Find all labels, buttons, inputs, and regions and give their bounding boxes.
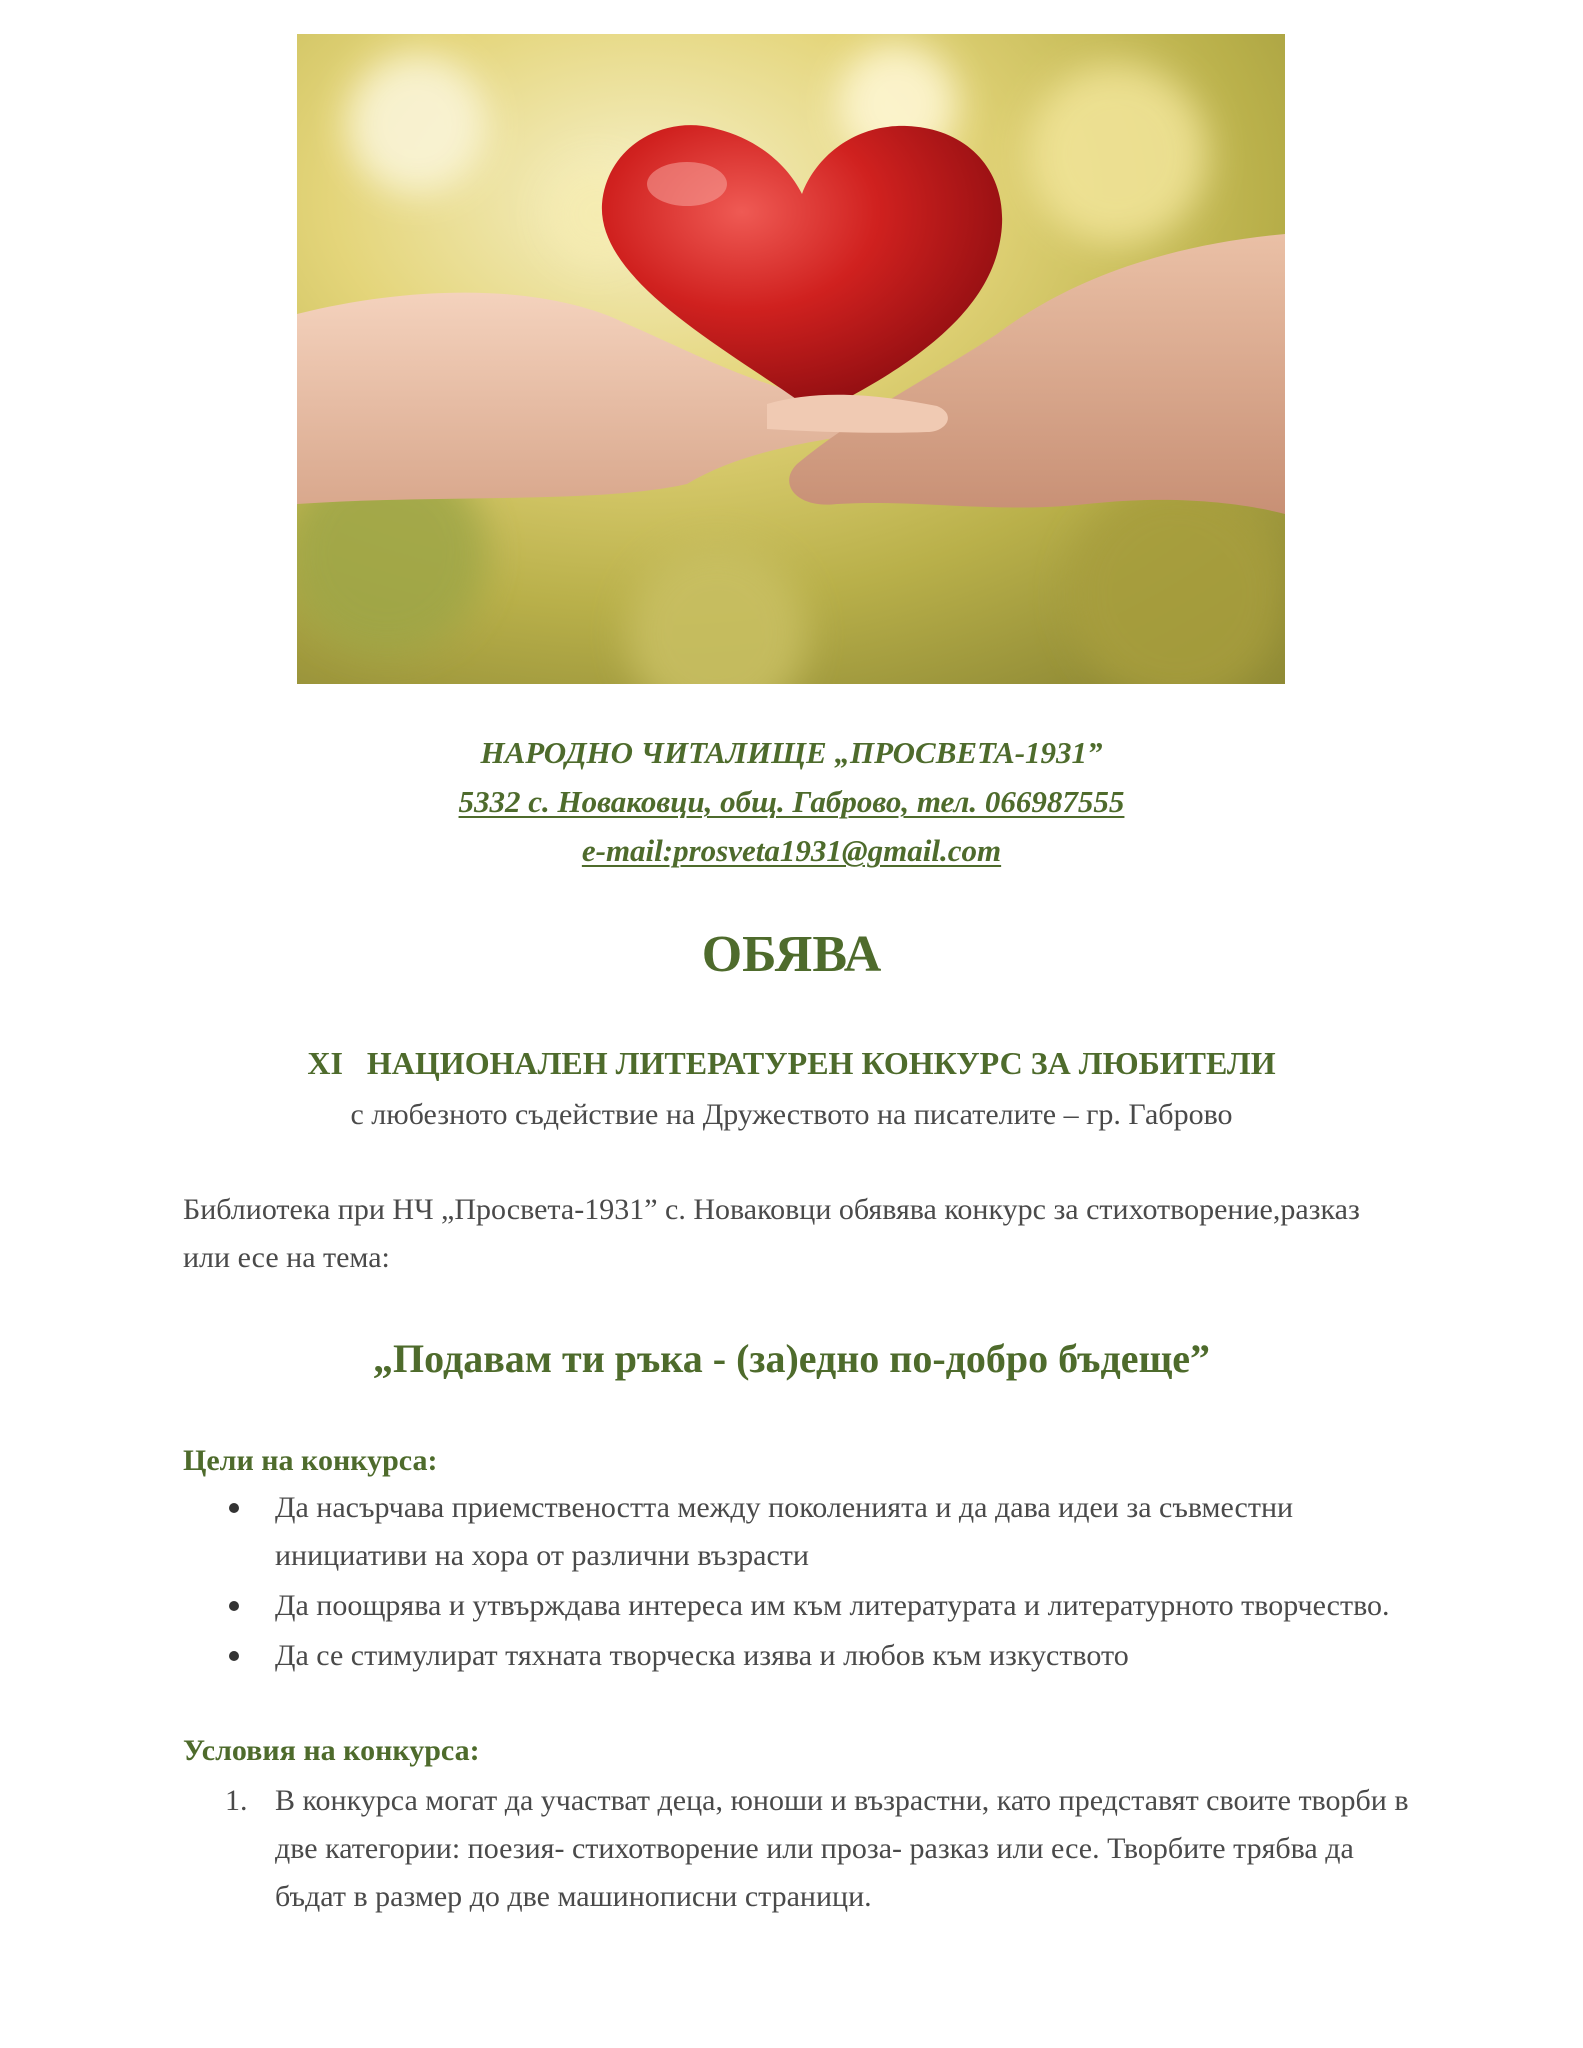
condition-text: В конкурса могат да участват деца, юноши и възрастни, като представят своите творби в две категории: поезия- стихотворение или проза- разказ или есе. Творбите трябва да бъдат в размер до две машинописни страници. [275, 1784, 1409, 1913]
organization-header [0, 728, 1583, 875]
contest-subtitle: с любезното съдействие на Дружеството на писателите – гр. Габрово [350, 1098, 1233, 1131]
org-address: 5332 с. Новаковци, общ. Габрово, тел. 066987555 [458, 784, 1125, 819]
conditions-list [183, 1777, 1413, 1923]
goals-list [183, 1484, 1413, 1682]
goal-text: Да насърчава приемствеността между поколенията и да дава идеи за съвместни инициативи на хора от различни възрасти [275, 1491, 1294, 1572]
goal-text: Да поощрява и утвърждава интереса им към литературата и литературното творчество. [275, 1589, 1390, 1622]
bullet-icon [229, 1651, 239, 1661]
condition-number: 1. [225, 1784, 248, 1817]
announcement-title: ОБЯВА [701, 926, 882, 983]
header-photo [297, 34, 1285, 684]
conditions-heading: Условия на конкурса: [183, 1734, 480, 1767]
goal-text: Да се стимулират тяхната творческа изява и любов към изкуството [275, 1639, 1129, 1672]
org-email[interactable]: e-mail:prosveta1931@gmail.com [581, 833, 1002, 868]
goals-heading: Цели на конкурса: [183, 1444, 438, 1477]
intro-paragraph: Библиотека при НЧ „Просвета-1931” с. Новаковци обявява конкурс за стихотворение,разказ или есе на тема: [183, 1193, 1360, 1274]
list-item [183, 1582, 1413, 1630]
bullet-icon [229, 1601, 239, 1611]
contest-title: XI НАЦИОНАЛЕН ЛИТЕРАТУРЕН КОНКУРС ЗА ЛЮБИТЕЛИ [307, 1045, 1276, 1081]
org-name: НАРОДНО ЧИТАЛИЩЕ „ПРОСВЕТА-1931” [480, 735, 1103, 770]
list-item [183, 1777, 1413, 1921]
list-item [183, 1632, 1413, 1680]
list-item [183, 1484, 1413, 1580]
heart-hands-image [297, 34, 1285, 684]
bullet-icon [229, 1503, 239, 1513]
contest-theme: „Подавам ти ръка - (за)едно по-добро бъдеще” [373, 1336, 1210, 1381]
